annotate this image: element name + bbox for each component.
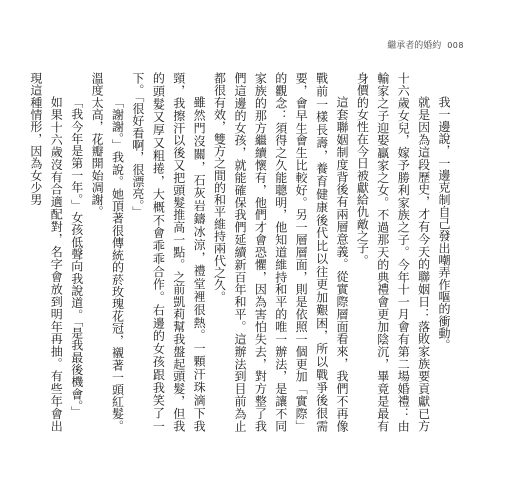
paragraph: 「我今年是第一年。」女孩低聲向我說道。「是我最後機會。」: [69, 96, 84, 419]
paragraph: 「謝謝。」我說。她頂著很傳統的菸玫瑰花冠，襯著一頭紅髮。溫度太高，花瓣開始凋謝。: [90, 72, 125, 432]
paragraph: 雖然門沒關，石灰岩鑄冰涼，禮堂裡很熱。一顆汗珠滴下我頸，我擦汗以後又把頭髮推高一點。之前凱莉幫我盤起頭髮，但我的頭髮又厚又粗捲，大概不會乖乖合作。右邊的女孩跟我笑了一下。「很好看啊，很漂亮。」: [130, 72, 207, 432]
running-header: [387, 38, 464, 51]
book-title: 繼承者的婚約: [387, 41, 442, 51]
paragraph: 我一邊說，一邊克制自己發出嘲弄作嘔的衝動。: [437, 96, 451, 352]
paragraph: 就是因為這段歷史，才有今天的聯姻日：落敗家族要貢獻已方十六歲女兒，嫁予勝利家族之子。今年十一月會有第二場婚禮：由輸家之子迎娶贏家之女。不過那天的典禮會更加陰沉，畢竟是最有身價的女性在今日被獻給仇敵之子。: [355, 72, 431, 432]
body-text: [28, 72, 454, 432]
paragraph: 這套聯姻制度背後有兩層意義。從實際層面看來，我們不再像戰前一樣長壽，養育健康後代比以往更加艱困，所以戰爭後很需要，會早生會生比較好。另一層層面，則是依照一個更加「實際」的觀念：須得之久能聰明，他知道維持和平的唯一辦法，是讓不同家族的那方繼續懷有，他們才會恐懼，因為害怕失去，對方整了我們這邊的女孩，就能確保我們延續新百年和平。這辦法到目前為止都很有效，雙方之間的和平維持兩代之久。: [212, 72, 349, 432]
page-number: 008: [447, 41, 464, 50]
paragraph: 如果十六歲沒有合適配對，名字會放到明年再抽。有些年會出現這種情形，因為女少男: [28, 72, 64, 432]
